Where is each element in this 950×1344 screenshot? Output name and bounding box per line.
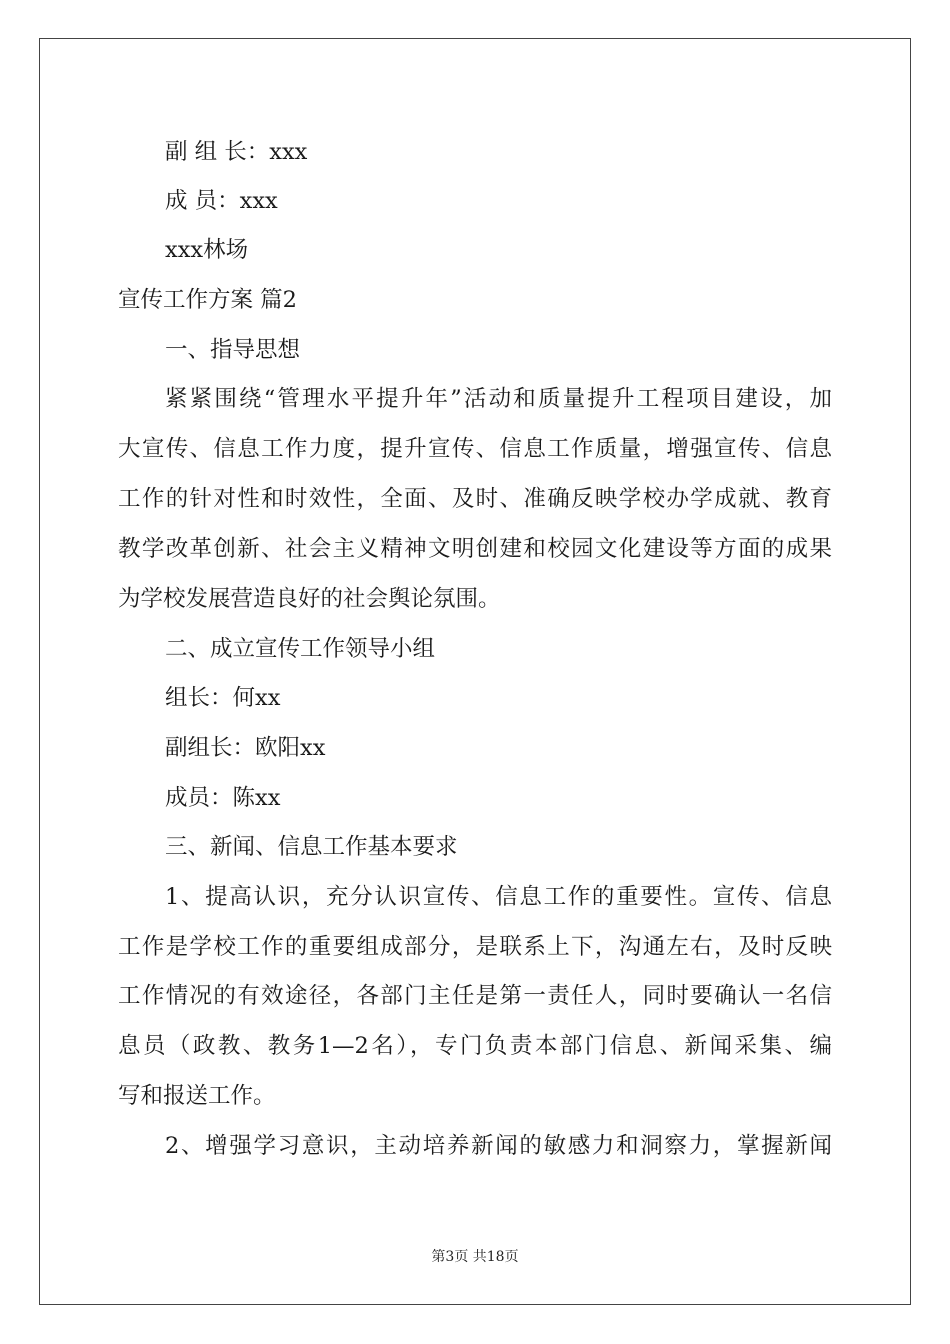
section-title: 宣传工作方案 篇2 <box>118 287 297 313</box>
paragraph-line: 工作的针对性和时效性，全面、及时、准确反映学校办学成就、教育 <box>118 486 832 512</box>
paragraph-line: 工作情况的有效途径，各部门主任是第一责任人，同时要确认一名信 <box>118 983 832 1009</box>
paragraph-line: 教学改革创新、社会主义精神文明创建和校园文化建设等方面的成果 <box>118 536 832 562</box>
paragraph-line: 写和报送工作。 <box>118 1083 276 1109</box>
text-line-deputy-leader: 副组长：欧阳xx <box>165 735 326 761</box>
page-border <box>39 38 911 1305</box>
page-footer: 第3页 共18页 <box>431 1249 519 1265</box>
text-line-group-leader: 组长：何xx <box>165 685 281 711</box>
paragraph-line: 2、增强学习意识，主动培养新闻的敏感力和洞察力，掌握新闻 <box>165 1133 832 1159</box>
text-line-vice-leader: 副 组 长：xxx <box>165 139 308 165</box>
paragraph-line: 大宣传、信息工作力度，提升宣传、信息工作质量，增强宣传、信息 <box>118 436 832 462</box>
text-line-member: 成员：陈xx <box>165 785 281 811</box>
text-line-forest-farm: xxx林场 <box>165 237 249 263</box>
heading-basic-requirements: 三、新闻、信息工作基本要求 <box>165 834 458 860</box>
paragraph-line: 1、提高认识，充分认识宣传、信息工作的重要性。宣传、信息 <box>165 884 832 910</box>
heading-leadership-group: 二、成立宣传工作领导小组 <box>165 636 436 662</box>
heading-guiding-ideology: 一、指导思想 <box>165 337 301 363</box>
paragraph-line: 工作是学校工作的重要组成部分，是联系上下，沟通左右，及时反映 <box>118 934 832 960</box>
paragraph-line: 息员（政教、教务1—2名），专门负责本部门信息、新闻采集、编 <box>118 1033 832 1059</box>
paragraph-line: 为学校发展营造良好的社会舆论氛围。 <box>118 586 501 612</box>
text-line-members: 成 员：xxx <box>165 188 278 214</box>
paragraph-line: 紧紧围绕“管理水平提升年”活动和质量提升工程项目建设，加 <box>165 386 832 412</box>
